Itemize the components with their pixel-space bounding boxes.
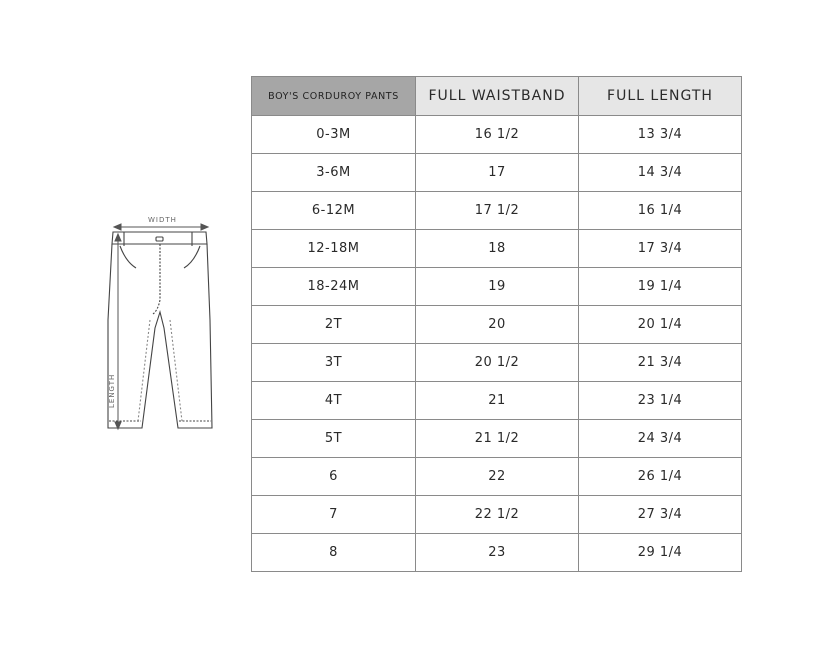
size-cell: 2T (252, 306, 416, 344)
table-row (252, 306, 742, 344)
size-cell: 0-3M (252, 116, 416, 154)
table-row (252, 382, 742, 420)
pants-diagram (100, 210, 230, 440)
table-row (252, 116, 742, 154)
table-row (252, 496, 742, 534)
waistband-cell: 21 (416, 382, 579, 420)
waistband-cell: 16 1/2 (416, 116, 579, 154)
waistband-cell: 19 (416, 268, 579, 306)
waistband-cell: 17 (416, 154, 579, 192)
length-cell: 16 1/4 (579, 192, 742, 230)
size-chart-table (251, 76, 742, 572)
size-cell: 3T (252, 344, 416, 382)
size-cell: 12-18M (252, 230, 416, 268)
size-cell: 3-6M (252, 154, 416, 192)
table-row (252, 420, 742, 458)
table-header-row (252, 77, 742, 116)
waistband-cell: 22 1/2 (416, 496, 579, 534)
pants-illustration (100, 210, 230, 440)
waistband-cell: 23 (416, 534, 579, 572)
table-row (252, 192, 742, 230)
length-cell: 21 3/4 (579, 344, 742, 382)
waistband-cell: 20 1/2 (416, 344, 579, 382)
product-name-header: BOY'S CORDUROY PANTS (252, 77, 416, 116)
size-cell: 6-12M (252, 192, 416, 230)
table-row (252, 268, 742, 306)
waistband-cell: 17 1/2 (416, 192, 579, 230)
length-cell: 24 3/4 (579, 420, 742, 458)
table-row (252, 230, 742, 268)
table-row (252, 458, 742, 496)
width-arrow (114, 224, 208, 230)
waistband-cell: 21 1/2 (416, 420, 579, 458)
waistband-cell: 18 (416, 230, 579, 268)
length-cell: 20 1/4 (579, 306, 742, 344)
size-cell: 6 (252, 458, 416, 496)
waistband-cell: 22 (416, 458, 579, 496)
length-cell: 14 3/4 (579, 154, 742, 192)
table-row (252, 344, 742, 382)
size-cell: 18-24M (252, 268, 416, 306)
length-label: LENGTH (108, 373, 116, 408)
length-cell: 27 3/4 (579, 496, 742, 534)
pants-outline (108, 232, 212, 428)
length-cell: 17 3/4 (579, 230, 742, 268)
length-cell: 23 1/4 (579, 382, 742, 420)
table-row (252, 534, 742, 572)
size-cell: 4T (252, 382, 416, 420)
length-header: FULL LENGTH (579, 77, 742, 116)
length-cell: 26 1/4 (579, 458, 742, 496)
size-cell: 8 (252, 534, 416, 572)
waistband-header: FULL WAISTBAND (416, 77, 579, 116)
width-label: WIDTH (148, 216, 177, 224)
length-cell: 29 1/4 (579, 534, 742, 572)
size-cell: 7 (252, 496, 416, 534)
length-cell: 13 3/4 (579, 116, 742, 154)
waistband-cell: 20 (416, 306, 579, 344)
table-row (252, 154, 742, 192)
length-cell: 19 1/4 (579, 268, 742, 306)
size-cell: 5T (252, 420, 416, 458)
